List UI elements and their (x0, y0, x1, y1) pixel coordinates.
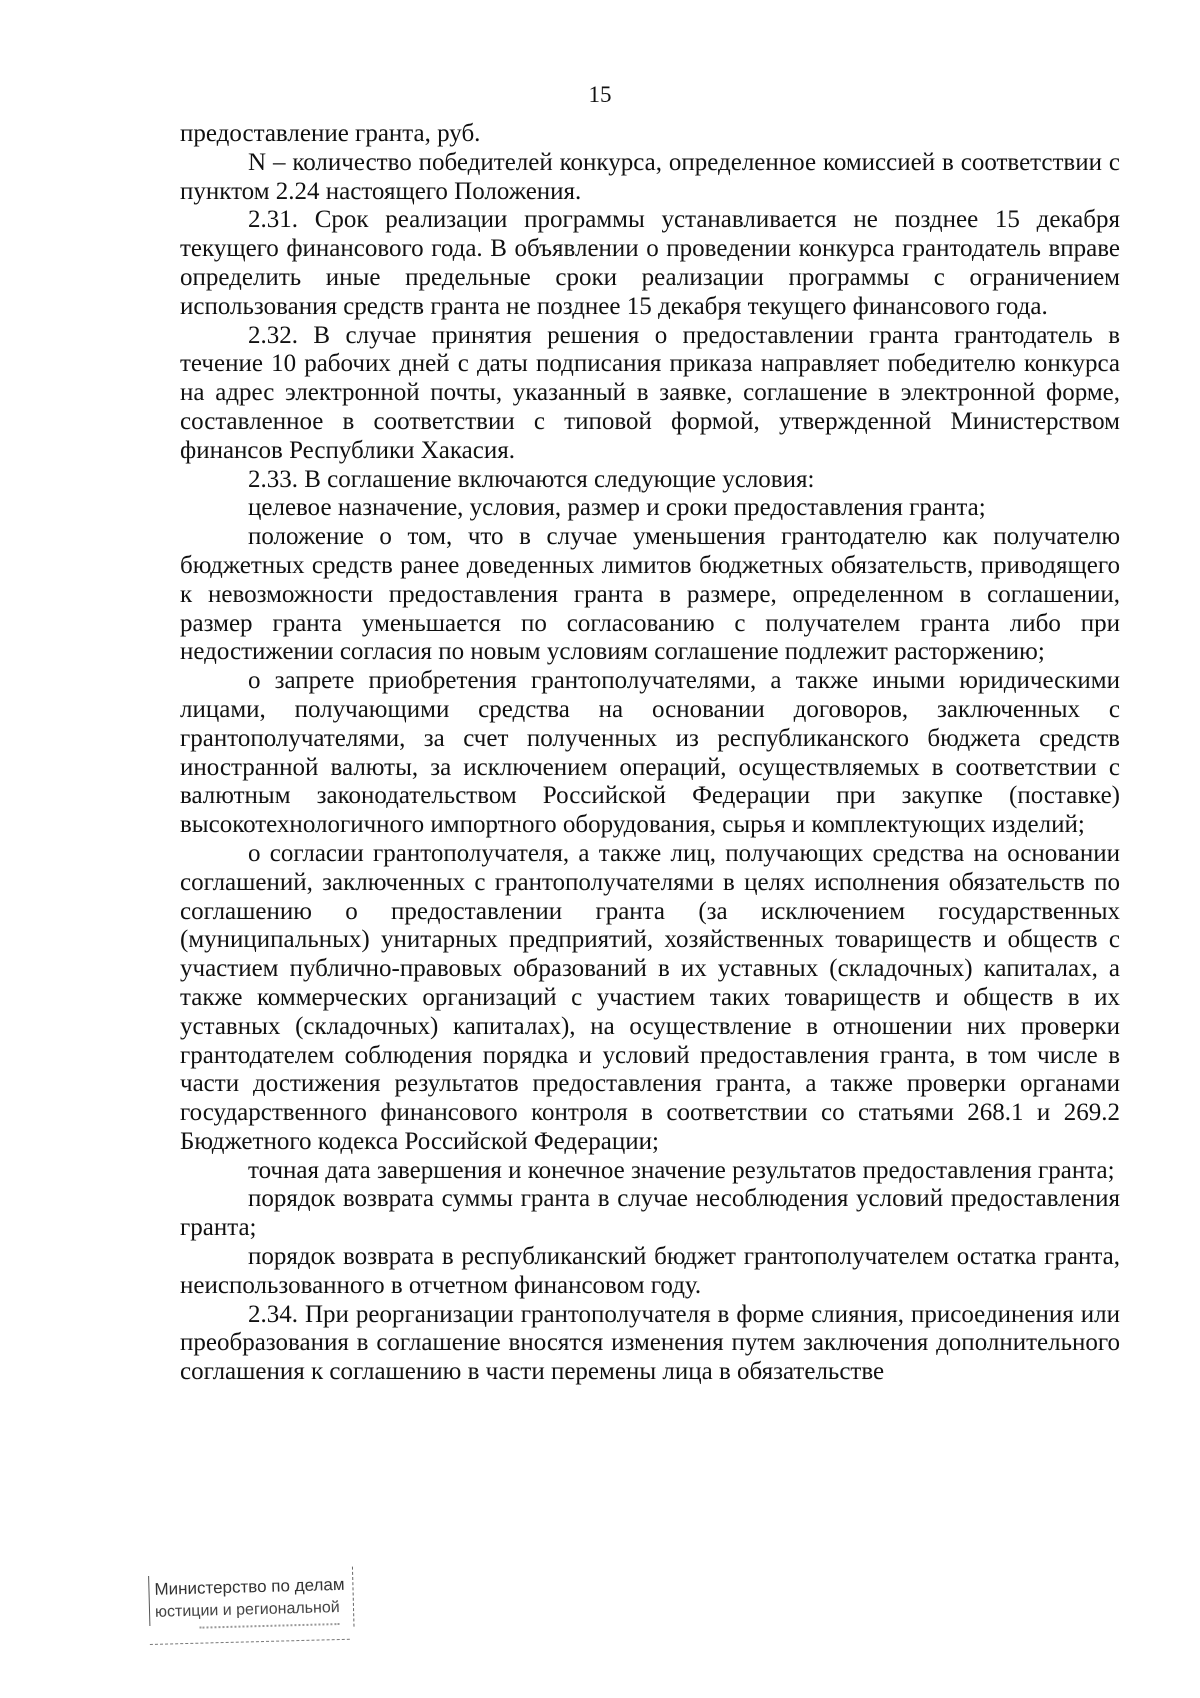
stamp-text: юстиции и региональной (154, 1598, 340, 1621)
stamp-border (150, 1639, 350, 1646)
paragraph: порядок возврата суммы гранта в случае несоблюдения условий предоставления гранта; (180, 1185, 1120, 1242)
paragraph: 2.33. В соглашение включаются следующие условия: (248, 465, 815, 493)
paragraph: 2.32. В случае принятия решения о предоставлении гранта грантодатель в течение 10 рабочих дней с даты подписания приказа направляет победителю конкурса на адрес электронной почты, указанный в заявке, соглашение в электронной форме, составленное в соответствии с типовой формой, утвержденной Министерством финансов Республики Хакасия. (180, 321, 1120, 464)
stamp-text: Министерство по делам (154, 1574, 345, 1599)
stamp-border (148, 1576, 151, 1626)
paragraph: порядок возврата в республиканский бюджет грантополучателем остатка гранта, неиспользованного в отчетном финансовом году. (180, 1243, 1120, 1299)
paragraph: целевое назначение, условия, размер и сроки предоставления гранта; (248, 494, 986, 522)
page-number: 15 (588, 82, 612, 107)
registration-stamp (148, 1566, 364, 1656)
document-body (180, 120, 1120, 1387)
paragraph: 2.31. Срок реализации программы устанавливается не позднее 15 декабря текущего финансового года. В объявлении о проведении конкурса грантодатель вправе определить иные предельные сроки реализации программы с ограничением использования средств гранта не позднее 15 декабря текущего финансового года. (180, 206, 1120, 320)
paragraph: о согласии грантополучателя, а также лиц, получающих средства на основании соглашений, заключенных с грантополучателями в целях исполнения обязательств по соглашению о предоставлении гранта (за исключением государственных (муниципальных) унитарных предприятий, хозяйственных товариществ и обществ с участием публично-правовых образований в их уставных (складочных) капиталах, а также коммерческих организаций с участием таких товариществ и обществ в их уставных (складочных) капиталах), на осуществление в отношении них проверки грантодателем соблюдения порядка и условий предоставления гранта, в том числе в части достижения результатов предоставления гранта, а также проверки органами государственного финансового контроля в соответствии со статьями 268.1 и 269.2 Бюджетного кодекса Российской Федерации; (180, 839, 1120, 1155)
paragraph: N – количество победителей конкурса, определенное комиссией в соответствии с пунктом 2.24 настоящего Положения. (180, 148, 1120, 205)
paragraph: 2.34. При реорганизации грантополучателя в форме слияния, присоединения или преобразования в соглашение вносятся изменения путем заключения дополнительного соглашения к соглашению в части перемены лица в обязательстве (180, 1300, 1120, 1386)
paragraph: предоставление гранта, руб. (180, 120, 481, 147)
stamp-faded-line (199, 1623, 339, 1630)
paragraph: точная дата завершения и конечное значение результатов предоставления гранта; (248, 1156, 1115, 1184)
paragraph: о запрете приобретения грантополучателями, а также иными юридическими лицами, получающими средства на основании договоров, заключенных с грантополучателями, за счет полученных из республиканского бюджета средств иностранной валюты, за исключением операций, осуществляемых в соответствии с валютным законодательством Российской Федерации при закупке (поставке) высокотехнологичного импортного оборудования, сырья и комплектующих изделий; (180, 667, 1120, 839)
paragraph: положение о том, что в случае уменьшения грантодателю как получателю бюджетных средств ранее доведенных лимитов бюджетных обязательств, приводящего к невозможности предоставления гранта в размере, определенном в соглашении, размер гранта уменьшается по согласованию с получателем гранта либо при недостижении согласия по новым условиям соглашение подлежит расторжению; (180, 523, 1120, 666)
stamp-border (352, 1567, 356, 1627)
